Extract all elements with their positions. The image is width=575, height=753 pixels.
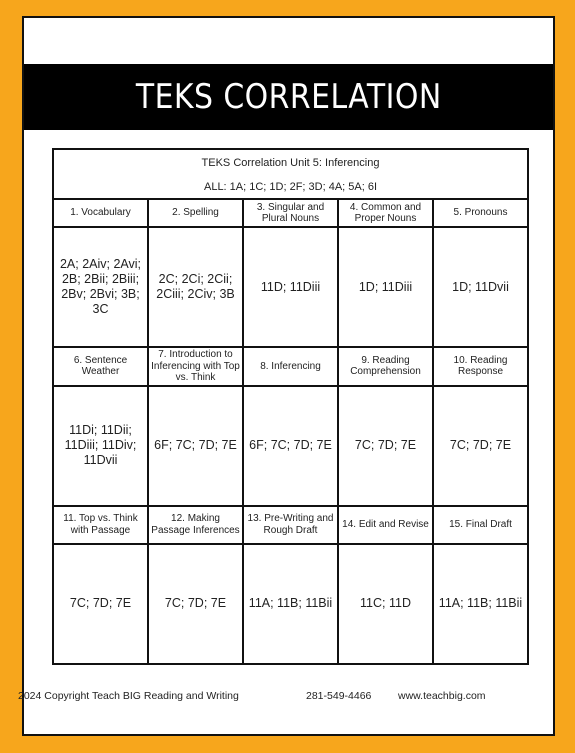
lesson-label: 9. Reading Comprehension bbox=[338, 347, 433, 386]
standards-cell: 2C; 2Ci; 2Cii; 2Ciii; 2Civ; 3B bbox=[148, 227, 243, 347]
standards-cell: 6F; 7C; 7D; 7E bbox=[243, 386, 338, 506]
standards-cell: 2A; 2Aiv; 2Avi; 2B; 2Bii; 2Biii; 2Bv; 2Bvi; 3B; 3C bbox=[53, 227, 148, 347]
standards-cell: 11C; 11D bbox=[338, 544, 433, 664]
all-standards-line: ALL: 1A; 1C; 1D; 2F; 3D; 4A; 5A; 6I bbox=[203, 180, 378, 193]
lesson-label: 6. Sentence Weather bbox=[53, 347, 148, 386]
lesson-label: 2. Spelling bbox=[148, 199, 243, 227]
table-heading: TEKS Correlation Unit 5: Inferencing bbox=[201, 156, 380, 169]
standards-cell: 11A; 11B; 11Bii bbox=[243, 544, 338, 664]
lesson-label: 3. Singular and Plural Nouns bbox=[243, 199, 338, 227]
lesson-label: 1. Vocabulary bbox=[53, 199, 148, 227]
page-title: TEKS CORRELATION bbox=[135, 77, 442, 117]
lesson-label: 15. Final Draft bbox=[433, 506, 528, 544]
lesson-label: 8. Inferencing bbox=[243, 347, 338, 386]
lesson-label: 7. Introduction to Inferencing with Top vs. Think bbox=[148, 347, 243, 386]
standards-cell: 11Di; 11Dii; 11Diii; 11Div; 11Dvii bbox=[53, 386, 148, 506]
standards-cell: 11D; 11Diii bbox=[243, 227, 338, 347]
copyright-text: 2024 Copyright Teach BIG Reading and Writing bbox=[18, 690, 239, 702]
lesson-label: 11. Top vs. Think with Passage bbox=[53, 506, 148, 544]
standards-cell: 1D; 11Dvii bbox=[433, 227, 528, 347]
lesson-label: 12. Making Passage Inferences bbox=[148, 506, 243, 544]
standards-cell: 7C; 7D; 7E bbox=[338, 386, 433, 506]
standards-cell: 6F; 7C; 7D; 7E bbox=[148, 386, 243, 506]
standards-cell: 7C; 7D; 7E bbox=[53, 544, 148, 664]
teks-table bbox=[52, 148, 529, 665]
lesson-label: 4. Common and Proper Nouns bbox=[338, 199, 433, 227]
standards-cell: 1D; 11Diii bbox=[338, 227, 433, 347]
standards-cell: 7C; 7D; 7E bbox=[433, 386, 528, 506]
lesson-label: 5. Pronouns bbox=[433, 199, 528, 227]
standards-cell: 11A; 11B; 11Bii bbox=[433, 544, 528, 664]
lesson-label: 13. Pre-Writing and Rough Draft bbox=[243, 506, 338, 544]
phone-number: 281-549-4466 bbox=[306, 690, 372, 702]
document-page bbox=[22, 16, 555, 736]
title-banner bbox=[24, 64, 553, 130]
lesson-label: 14. Edit and Revise bbox=[338, 506, 433, 544]
table-heading-cell bbox=[53, 149, 528, 199]
standards-cell: 7C; 7D; 7E bbox=[148, 544, 243, 664]
website-link[interactable]: www.teachbig.com bbox=[398, 690, 486, 702]
lesson-label: 10. Reading Response bbox=[433, 347, 528, 386]
